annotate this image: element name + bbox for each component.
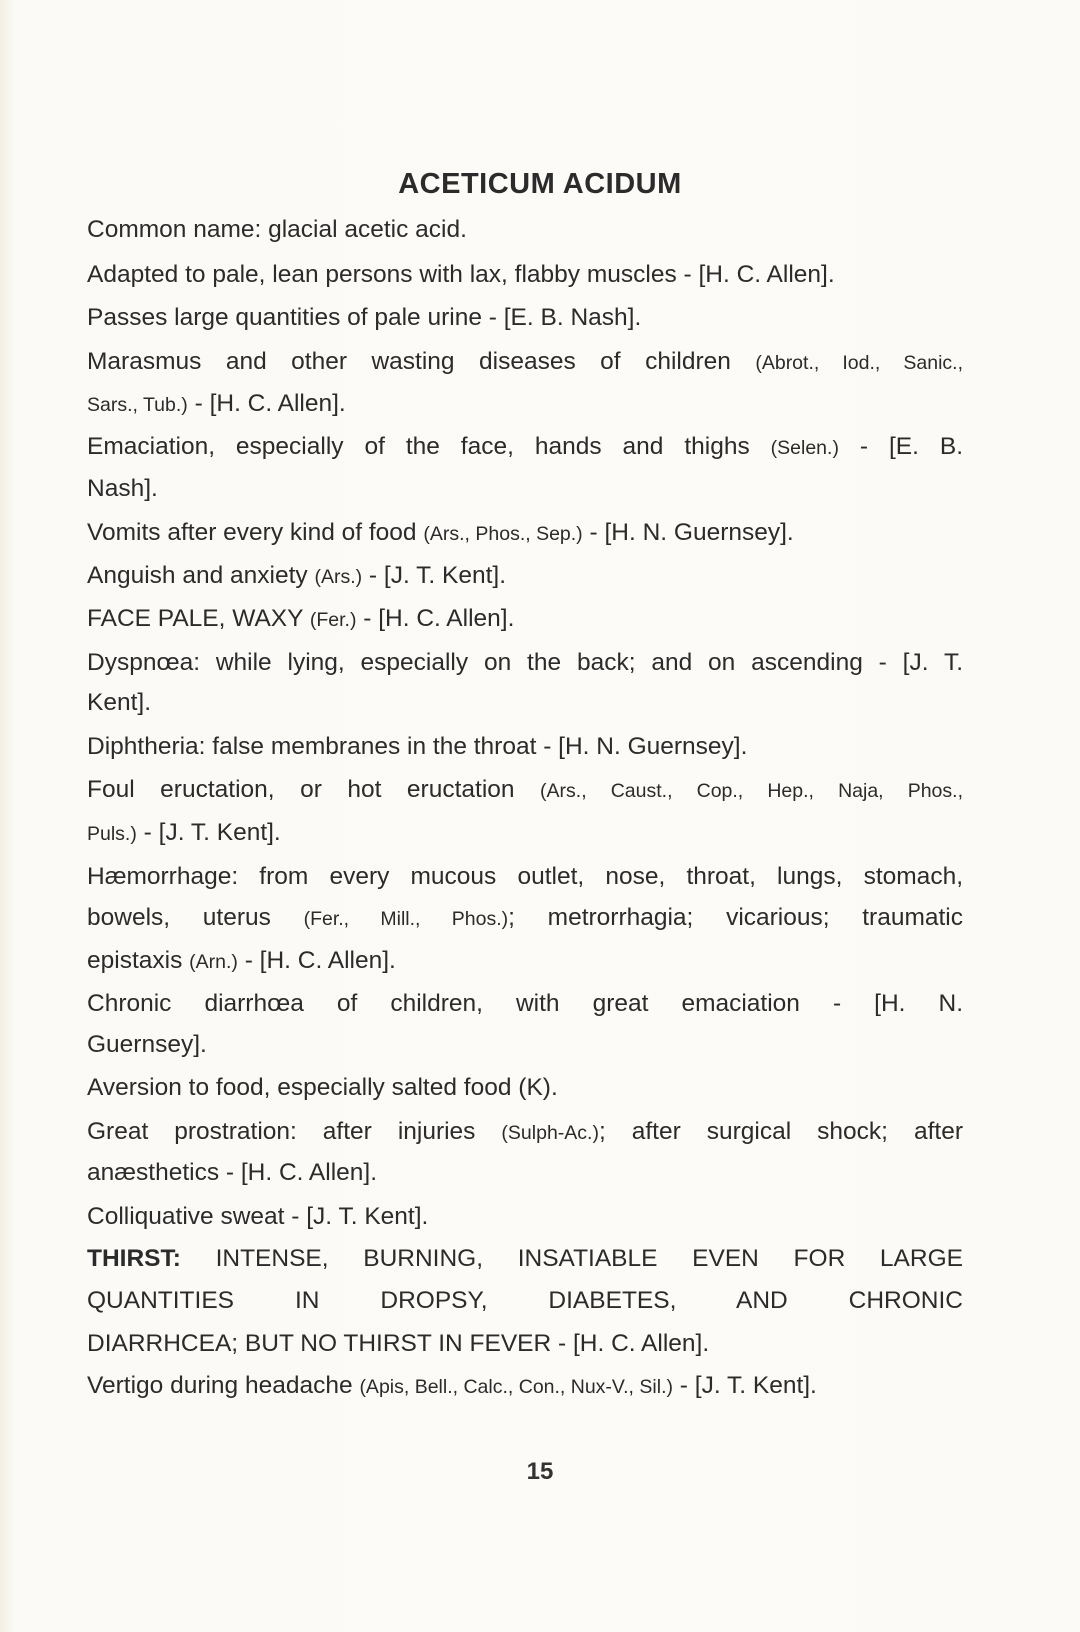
page-number: 15	[526, 1458, 554, 1485]
text-line: Nash].	[87, 475, 158, 502]
citation: - [J. T. Kent].	[136, 819, 281, 846]
remedy-abbreviations: Puls.)	[87, 823, 137, 845]
text-line	[87, 902, 963, 935]
remedy-title: ACETICUM ACIDUM	[398, 168, 682, 200]
text-line: Adapted to pale, lean persons with lax, flabby muscles - [H. C. Allen].	[87, 261, 835, 288]
line-text: Anguish and anxiety	[87, 562, 315, 589]
citation: - [J. T. Kent].	[362, 562, 507, 589]
text-line	[87, 603, 963, 636]
line-text: Great prostration: after injuries	[87, 1118, 502, 1145]
text-line	[87, 1370, 963, 1403]
line-text: Foul eructation, or hot eructation	[87, 776, 541, 803]
remedy-abbreviations: Sars., Tub.)	[87, 394, 188, 416]
remedy-abbreviations: (Ars., Phos., Sep.)	[423, 523, 583, 545]
remedy-abbreviations: (Ars., Caust., Cop., Hep., Naja, Phos.,	[540, 780, 963, 802]
text-line	[87, 431, 963, 464]
text-line: Common name: glacial acetic acid.	[87, 216, 467, 243]
text-line	[87, 346, 963, 379]
text-line: Colliquative sweat - [J. T. Kent].	[87, 1203, 429, 1230]
line-text: FACE PALE, WAXY	[87, 605, 310, 632]
text-line	[87, 945, 963, 978]
remedy-abbreviations: (Ars.)	[314, 566, 363, 588]
text-line	[87, 1243, 963, 1275]
text-line: Diphtheria: false membranes in the throat - [H. N. Guernsey].	[87, 733, 748, 760]
text-line	[87, 817, 963, 850]
citation: - [H. N. Guernsey].	[582, 519, 794, 546]
remedy-abbreviations: (Abrot., Iod., Sanic.,	[755, 352, 963, 374]
citation: - [H. C. Allen].	[237, 947, 396, 974]
line-text: Marasmus and other wasting diseases of children	[87, 348, 756, 375]
line-text: Vertigo during headache	[87, 1372, 360, 1399]
line-text: ; after surgical shock; after	[598, 1118, 963, 1145]
text-line: Guernsey].	[87, 1031, 207, 1058]
remedy-abbreviations: (Selen.)	[770, 437, 839, 459]
citation: - [E. B.	[838, 433, 963, 460]
text-line: Aversion to food, especially salted food (K).	[87, 1074, 558, 1101]
text-line	[87, 560, 963, 593]
text-line: Kent].	[87, 689, 152, 716]
text-line: QUANTITIES IN DROPSY, DIABETES, AND CHRONIC	[87, 1287, 963, 1314]
line-text: Emaciation, especially of the face, hands and thighs	[87, 433, 771, 460]
text-line: Chronic diarrhœa of children, with great emaciation - [H. N.	[87, 990, 963, 1017]
text-line: anæsthetics - [H. C. Allen].	[87, 1159, 378, 1186]
text-line: Hæmorrhage: from every mucous outlet, nose, throat, lungs, stomach,	[87, 863, 963, 890]
text-line: DIARRHCEA; BUT NO THIRST IN FEVER - [H. C. Allen].	[87, 1330, 710, 1357]
citation: - [H. C. Allen].	[356, 605, 515, 632]
line-text: Vomits after every kind of food	[87, 519, 424, 546]
citation: - [H. C. Allen].	[187, 390, 346, 417]
remedy-abbreviations: (Fer., Mill., Phos.)	[303, 908, 509, 930]
line-text: epistaxis	[87, 947, 190, 974]
line-text: bowels, uterus	[87, 904, 304, 931]
text-line	[87, 517, 963, 550]
line-text: ; metrorrhagia; vicarious; traumatic	[508, 904, 964, 931]
text-line	[87, 1116, 963, 1149]
section-label: THIRST:	[87, 1245, 181, 1272]
remedy-abbreviations: (Fer.)	[309, 609, 357, 631]
remedy-abbreviations: (Apis, Bell., Calc., Con., Nux-V., Sil.)	[359, 1376, 673, 1398]
text-line: Dyspnœa: while lying, especially on the back; and on ascending - [J. T.	[87, 649, 963, 676]
text-line: Passes large quantities of pale urine - [E. B. Nash].	[87, 304, 642, 331]
line-text: INTENSE, BURNING, INSATIABLE EVEN FOR LARGE	[180, 1245, 963, 1272]
text-line	[87, 774, 963, 807]
citation: - [J. T. Kent].	[672, 1372, 817, 1399]
remedy-abbreviations: (Arn.)	[189, 951, 238, 973]
remedy-abbreviations: (Sulph-Ac.)	[501, 1122, 599, 1144]
text-line	[87, 388, 963, 421]
